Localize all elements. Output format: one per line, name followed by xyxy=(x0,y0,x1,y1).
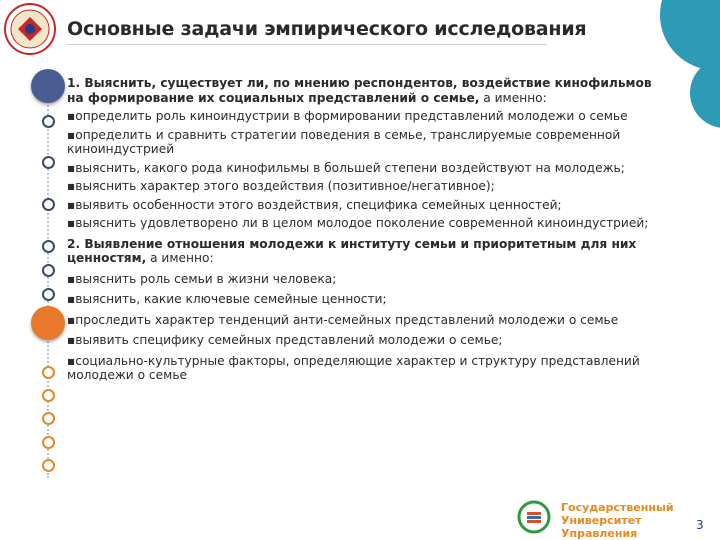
list-item: ▪определить роль киноиндустрии в формировании представлений молодежи о семье xyxy=(67,109,628,123)
university-logo xyxy=(4,3,56,55)
footer-university-logo xyxy=(517,500,551,534)
list-item: ▪выяснить, какие ключевые семейные ценности; xyxy=(67,292,387,306)
list-item: ▪социально-культурные факторы, определяющие характер и структуру представлений молодежи о семье xyxy=(67,353,640,382)
list-item: ▪проследить характер тенденций анти-семейных представлений молодежи о семье xyxy=(67,312,619,327)
section2-heading: 2. Выявление отношения молодежи к институту семьи и приоритетным для них ценностям, а именно: xyxy=(67,236,637,265)
bullet-marker xyxy=(42,288,55,301)
list-item: ▪выяснить удовлетворено ли в целом молодое поколение современной киноиндустрией; xyxy=(67,216,649,230)
bullet-marker xyxy=(42,389,55,402)
page-title: Основные задачи эмпирического исследования xyxy=(67,18,587,40)
list-item: ▪выявить особенности этого воздействия, специфика семейных ценностей; xyxy=(67,197,562,212)
page-number: 3 xyxy=(696,518,704,532)
bullet-marker xyxy=(42,264,55,277)
list-item: ▪определить и сравнить стратегии поведения в семье, транслируемые современной киноиндустрией xyxy=(67,127,621,156)
decor-circle-right xyxy=(690,58,720,128)
footer-line-1: Государственный xyxy=(561,501,674,514)
bullet-marker xyxy=(42,156,55,169)
list-item: ▪выяснить, какого рода кинофильмы в большей степени воздействуют на молодежь; xyxy=(67,160,625,175)
section1-heading: 1. Выяснить, существует ли, по мнению респондентов, воздействие кинофильмов на формирование их социальных представлений о семье, а именно: xyxy=(67,76,652,105)
bullet-marker xyxy=(42,366,55,379)
title-divider xyxy=(67,44,547,45)
footer-line-2: Университет Управления xyxy=(561,514,642,540)
list-item: ▪выявить специфику семейных представлений молодежи о семье; xyxy=(67,333,503,347)
list-item: ▪выяснить характер этого воздействия (позитивное/негативное); xyxy=(67,179,495,193)
task-list xyxy=(67,76,657,383)
decor-circle-top xyxy=(660,0,720,70)
bullet-marker xyxy=(42,198,55,211)
bullet-marker xyxy=(42,459,55,472)
list-item: ▪выяснить роль семьи в жизни человека; xyxy=(67,271,337,286)
bullet-marker xyxy=(42,115,55,128)
section1-marker xyxy=(31,69,65,103)
bullet-marker xyxy=(42,436,55,449)
bullet-marker xyxy=(42,240,55,253)
section2-marker xyxy=(31,306,65,340)
bullet-marker xyxy=(42,412,55,425)
